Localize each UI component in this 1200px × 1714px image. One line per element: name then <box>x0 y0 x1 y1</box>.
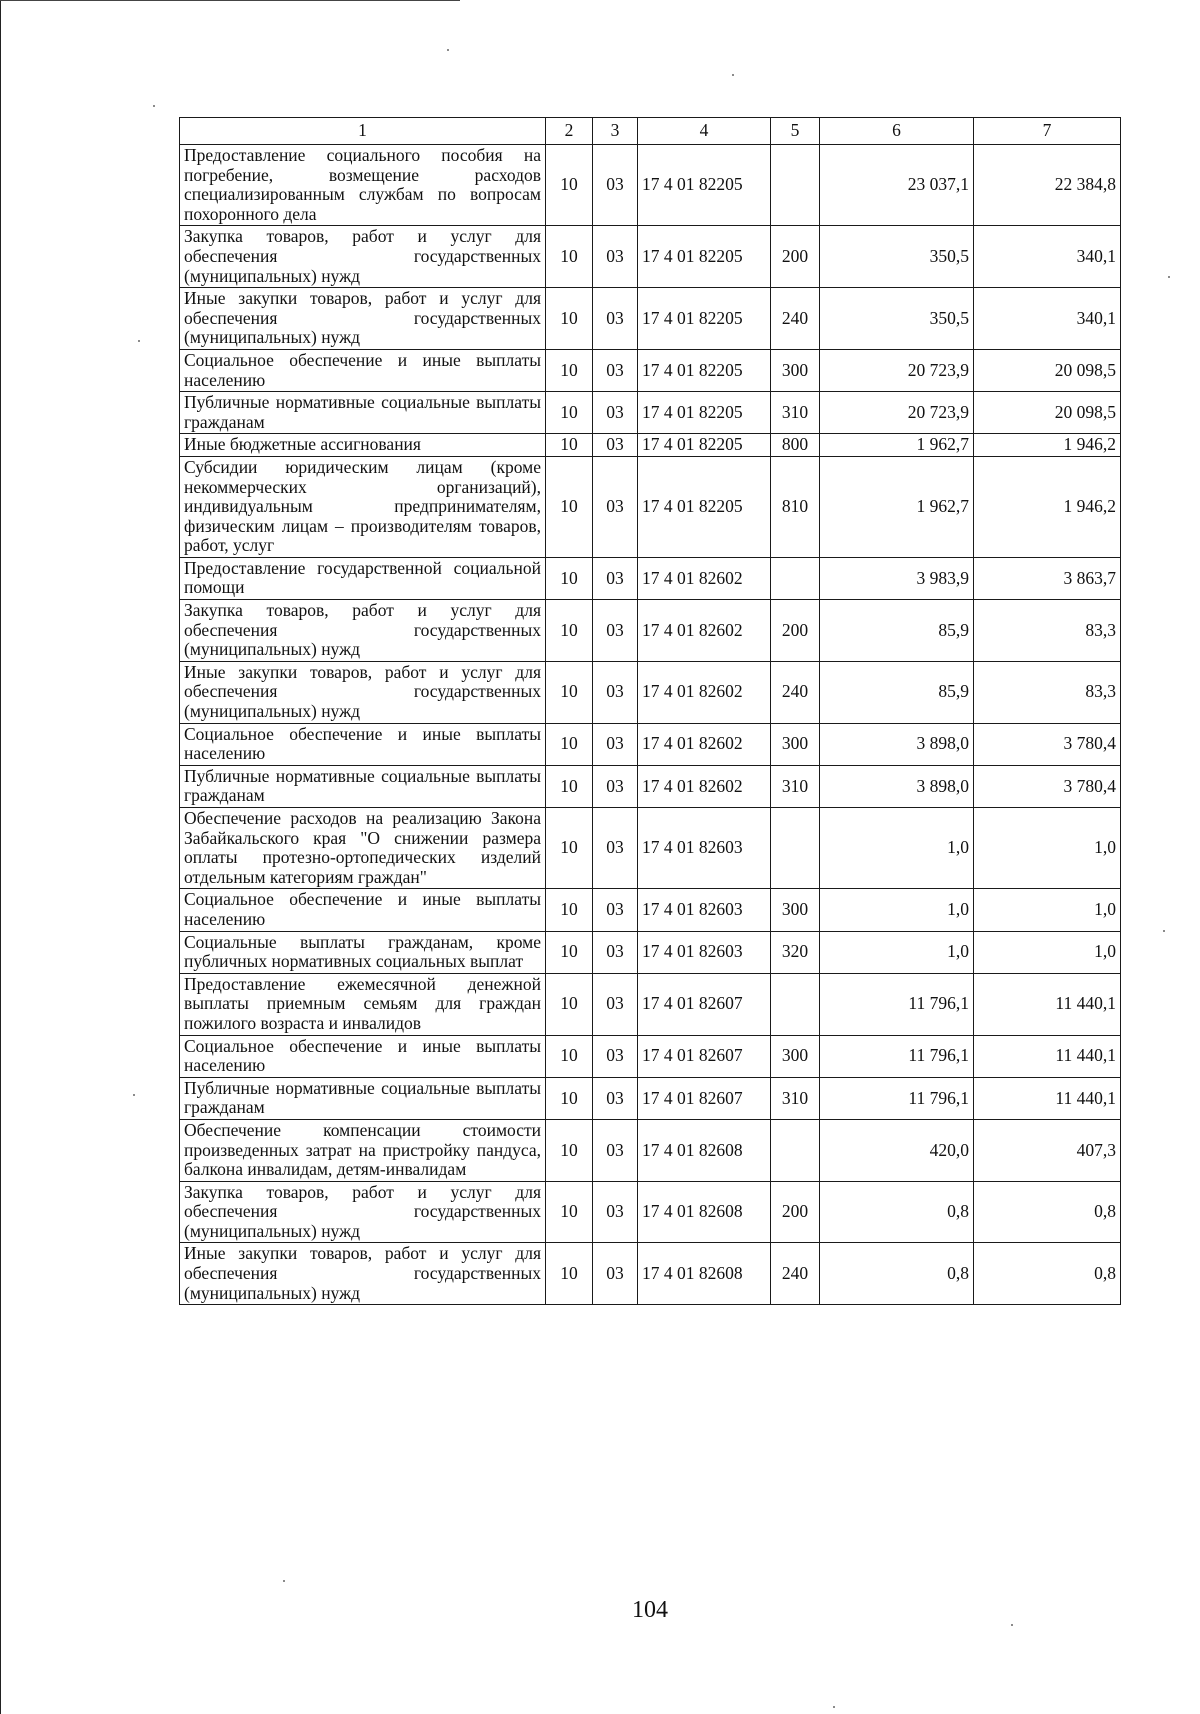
amount-col-7: 407,3 <box>974 1119 1121 1181</box>
subsection-code: 03 <box>593 1181 638 1243</box>
amount-col-6: 0,8 <box>820 1181 974 1243</box>
expense-name: Иные закупки товаров, работ и услуг для обеспечения государственных (муниципальных) нужд <box>180 288 546 350</box>
amount-col-7: 3 780,4 <box>974 765 1121 807</box>
expense-type-code: 200 <box>771 1181 820 1243</box>
column-header: 3 <box>593 118 638 145</box>
amount-col-7: 20 098,5 <box>974 349 1121 391</box>
scan-speck <box>1163 930 1165 932</box>
section-code: 10 <box>546 723 593 765</box>
section-code: 10 <box>546 600 593 662</box>
amount-col-6: 1,0 <box>820 808 974 889</box>
scan-speck <box>447 49 449 51</box>
table-row <box>180 434 1121 457</box>
target-article-code: 17 4 01 82608 <box>638 1243 771 1305</box>
subsection-code: 03 <box>593 288 638 350</box>
expense-name: Обеспечение компенсации стоимости произведенных затрат на пристройку пандуса, балкона инвалидам, детям-инвалидам <box>180 1119 546 1181</box>
amount-col-6: 1,0 <box>820 889 974 931</box>
expense-type-code <box>771 557 820 599</box>
expense-type-code: 300 <box>771 1035 820 1077</box>
section-code: 10 <box>546 145 593 226</box>
section-code: 10 <box>546 349 593 391</box>
section-code: 10 <box>546 557 593 599</box>
section-code: 10 <box>546 1035 593 1077</box>
section-code: 10 <box>546 1181 593 1243</box>
expense-type-code: 200 <box>771 600 820 662</box>
section-code: 10 <box>546 1077 593 1119</box>
amount-col-6: 3 898,0 <box>820 765 974 807</box>
budget-table <box>179 117 1121 1305</box>
target-article-code: 17 4 01 82205 <box>638 349 771 391</box>
column-header: 4 <box>638 118 771 145</box>
amount-col-7: 83,3 <box>974 661 1121 723</box>
table-row <box>180 1035 1121 1077</box>
subsection-code: 03 <box>593 889 638 931</box>
table-row <box>180 456 1121 557</box>
table-row <box>180 1243 1121 1305</box>
amount-col-7: 340,1 <box>974 288 1121 350</box>
expense-name: Закупка товаров, работ и услуг для обеспечения государственных (муниципальных) нужд <box>180 600 546 662</box>
subsection-code: 03 <box>593 931 638 973</box>
amount-col-7: 1 946,2 <box>974 456 1121 557</box>
subsection-code: 03 <box>593 600 638 662</box>
table-row <box>180 889 1121 931</box>
target-article-code: 17 4 01 82602 <box>638 723 771 765</box>
amount-col-6: 420,0 <box>820 1119 974 1181</box>
table-row <box>180 661 1121 723</box>
table-row <box>180 723 1121 765</box>
expense-name: Предоставление социального пособия на погребение, возмещение расходов специализированным службам по вопросам похоронного дела <box>180 145 546 226</box>
amount-col-6: 11 796,1 <box>820 973 974 1035</box>
section-code: 10 <box>546 973 593 1035</box>
target-article-code: 17 4 01 82603 <box>638 808 771 889</box>
expense-name: Публичные нормативные социальные выплаты гражданам <box>180 1077 546 1119</box>
subsection-code: 03 <box>593 765 638 807</box>
amount-col-7: 1,0 <box>974 931 1121 973</box>
scan-speck <box>732 74 734 76</box>
section-code: 10 <box>546 1119 593 1181</box>
section-code: 10 <box>546 434 593 457</box>
scan-top-rule <box>0 0 460 1</box>
expense-name: Публичные нормативные социальные выплаты гражданам <box>180 765 546 807</box>
target-article-code: 17 4 01 82205 <box>638 226 771 288</box>
subsection-code: 03 <box>593 723 638 765</box>
amount-col-7: 340,1 <box>974 226 1121 288</box>
section-code: 10 <box>546 1243 593 1305</box>
amount-col-7: 11 440,1 <box>974 1035 1121 1077</box>
section-code: 10 <box>546 661 593 723</box>
target-article-code: 17 4 01 82205 <box>638 456 771 557</box>
table-row <box>180 765 1121 807</box>
amount-col-6: 11 796,1 <box>820 1077 974 1119</box>
table-header-row <box>180 118 1121 145</box>
expense-type-code: 300 <box>771 889 820 931</box>
amount-col-7: 20 098,5 <box>974 392 1121 434</box>
target-article-code: 17 4 01 82603 <box>638 931 771 973</box>
expense-name: Иные закупки товаров, работ и услуг для обеспечения государственных (муниципальных) нужд <box>180 1243 546 1305</box>
expense-name: Закупка товаров, работ и услуг для обеспечения государственных (муниципальных) нужд <box>180 1181 546 1243</box>
amount-col-6: 11 796,1 <box>820 1035 974 1077</box>
expense-type-code: 810 <box>771 456 820 557</box>
subsection-code: 03 <box>593 557 638 599</box>
subsection-code: 03 <box>593 973 638 1035</box>
subsection-code: 03 <box>593 145 638 226</box>
expense-name: Социальные выплаты гражданам, кроме публичных нормативных социальных выплат <box>180 931 546 973</box>
expense-type-code: 240 <box>771 1243 820 1305</box>
expense-name: Закупка товаров, работ и услуг для обеспечения государственных (муниципальных) нужд <box>180 226 546 288</box>
table-row <box>180 600 1121 662</box>
subsection-code: 03 <box>593 1243 638 1305</box>
amount-col-6: 85,9 <box>820 600 974 662</box>
expense-name: Предоставление государственной социальной помощи <box>180 557 546 599</box>
amount-col-7: 11 440,1 <box>974 1077 1121 1119</box>
expense-type-code <box>771 808 820 889</box>
table-row <box>180 145 1121 226</box>
expense-name: Социальное обеспечение и иные выплаты населению <box>180 723 546 765</box>
column-header: 2 <box>546 118 593 145</box>
table-row <box>180 973 1121 1035</box>
table-row <box>180 226 1121 288</box>
section-code: 10 <box>546 456 593 557</box>
expense-name: Обеспечение расходов на реализацию Закона Забайкальского края "О снижении размера оплаты протезно-ортопедических изделий отдельным категориям граждан" <box>180 808 546 889</box>
amount-col-6: 350,5 <box>820 226 974 288</box>
expense-name: Иные бюджетные ассигнования <box>180 434 546 457</box>
expense-type-code: 240 <box>771 661 820 723</box>
amount-col-7: 1,0 <box>974 808 1121 889</box>
scan-speck <box>833 1706 835 1708</box>
amount-col-6: 23 037,1 <box>820 145 974 226</box>
subsection-code: 03 <box>593 349 638 391</box>
amount-col-7: 1,0 <box>974 889 1121 931</box>
amount-col-6: 1 962,7 <box>820 434 974 457</box>
amount-col-7: 11 440,1 <box>974 973 1121 1035</box>
subsection-code: 03 <box>593 661 638 723</box>
section-code: 10 <box>546 889 593 931</box>
amount-col-7: 22 384,8 <box>974 145 1121 226</box>
expense-type-code: 800 <box>771 434 820 457</box>
expense-type-code <box>771 145 820 226</box>
expense-type-code: 310 <box>771 1077 820 1119</box>
target-article-code: 17 4 01 82607 <box>638 973 771 1035</box>
amount-col-7: 0,8 <box>974 1181 1121 1243</box>
expense-name: Предоставление ежемесячной денежной выплаты приемным семьям для граждан пожилого возраста и инвалидов <box>180 973 546 1035</box>
section-code: 10 <box>546 226 593 288</box>
table-row <box>180 1181 1121 1243</box>
target-article-code: 17 4 01 82602 <box>638 557 771 599</box>
scan-page-edge <box>0 0 1 1714</box>
table-row <box>180 392 1121 434</box>
amount-col-6: 3 898,0 <box>820 723 974 765</box>
expense-type-code: 300 <box>771 723 820 765</box>
target-article-code: 17 4 01 82607 <box>638 1077 771 1119</box>
target-article-code: 17 4 01 82603 <box>638 889 771 931</box>
expense-type-code: 310 <box>771 392 820 434</box>
subsection-code: 03 <box>593 456 638 557</box>
column-header: 5 <box>771 118 820 145</box>
expense-name: Публичные нормативные социальные выплаты гражданам <box>180 392 546 434</box>
column-header: 7 <box>974 118 1121 145</box>
scan-speck <box>153 105 155 107</box>
expense-type-code <box>771 973 820 1035</box>
amount-col-7: 1 946,2 <box>974 434 1121 457</box>
subsection-code: 03 <box>593 1035 638 1077</box>
target-article-code: 17 4 01 82602 <box>638 600 771 662</box>
subsection-code: 03 <box>593 434 638 457</box>
expense-name: Иные закупки товаров, работ и услуг для обеспечения государственных (муниципальных) нужд <box>180 661 546 723</box>
subsection-code: 03 <box>593 392 638 434</box>
target-article-code: 17 4 01 82205 <box>638 288 771 350</box>
table-row <box>180 557 1121 599</box>
expense-type-code: 240 <box>771 288 820 350</box>
table-row <box>180 288 1121 350</box>
table-row <box>180 808 1121 889</box>
expense-name: Социальное обеспечение и иные выплаты населению <box>180 349 546 391</box>
scan-speck <box>1011 1624 1013 1626</box>
scan-speck <box>1168 276 1170 278</box>
table-row <box>180 931 1121 973</box>
subsection-code: 03 <box>593 226 638 288</box>
target-article-code: 17 4 01 82602 <box>638 661 771 723</box>
section-code: 10 <box>546 931 593 973</box>
scan-speck <box>133 1094 135 1096</box>
target-article-code: 17 4 01 82608 <box>638 1181 771 1243</box>
target-article-code: 17 4 01 82205 <box>638 434 771 457</box>
scan-speck <box>283 1580 285 1582</box>
section-code: 10 <box>546 765 593 807</box>
expense-type-code: 200 <box>771 226 820 288</box>
expense-type-code: 310 <box>771 765 820 807</box>
amount-col-7: 83,3 <box>974 600 1121 662</box>
target-article-code: 17 4 01 82602 <box>638 765 771 807</box>
section-code: 10 <box>546 288 593 350</box>
column-header: 1 <box>180 118 546 145</box>
column-header: 6 <box>820 118 974 145</box>
expense-type-code <box>771 1119 820 1181</box>
amount-col-6: 1 962,7 <box>820 456 974 557</box>
table-row <box>180 1119 1121 1181</box>
amount-col-6: 1,0 <box>820 931 974 973</box>
table-row <box>180 349 1121 391</box>
expense-type-code: 300 <box>771 349 820 391</box>
target-article-code: 17 4 01 82205 <box>638 392 771 434</box>
expense-name: Социальное обеспечение и иные выплаты населению <box>180 889 546 931</box>
amount-col-7: 3 863,7 <box>974 557 1121 599</box>
target-article-code: 17 4 01 82608 <box>638 1119 771 1181</box>
amount-col-6: 0,8 <box>820 1243 974 1305</box>
amount-col-7: 3 780,4 <box>974 723 1121 765</box>
expense-type-code: 320 <box>771 931 820 973</box>
scan-speck <box>138 340 140 342</box>
amount-col-6: 20 723,9 <box>820 392 974 434</box>
target-article-code: 17 4 01 82205 <box>638 145 771 226</box>
subsection-code: 03 <box>593 1077 638 1119</box>
subsection-code: 03 <box>593 1119 638 1181</box>
amount-col-6: 350,5 <box>820 288 974 350</box>
target-article-code: 17 4 01 82607 <box>638 1035 771 1077</box>
amount-col-6: 3 983,9 <box>820 557 974 599</box>
amount-col-6: 20 723,9 <box>820 349 974 391</box>
section-code: 10 <box>546 808 593 889</box>
page-number: 104 <box>632 1597 668 1623</box>
table-row <box>180 1077 1121 1119</box>
amount-col-7: 0,8 <box>974 1243 1121 1305</box>
subsection-code: 03 <box>593 808 638 889</box>
section-code: 10 <box>546 392 593 434</box>
expense-name: Социальное обеспечение и иные выплаты населению <box>180 1035 546 1077</box>
amount-col-6: 85,9 <box>820 661 974 723</box>
expense-name: Субсидии юридическим лицам (кроме некоммерческих организаций), индивидуальным предпринимателям, физическим лицам – производителям товаров, работ, услуг <box>180 456 546 557</box>
